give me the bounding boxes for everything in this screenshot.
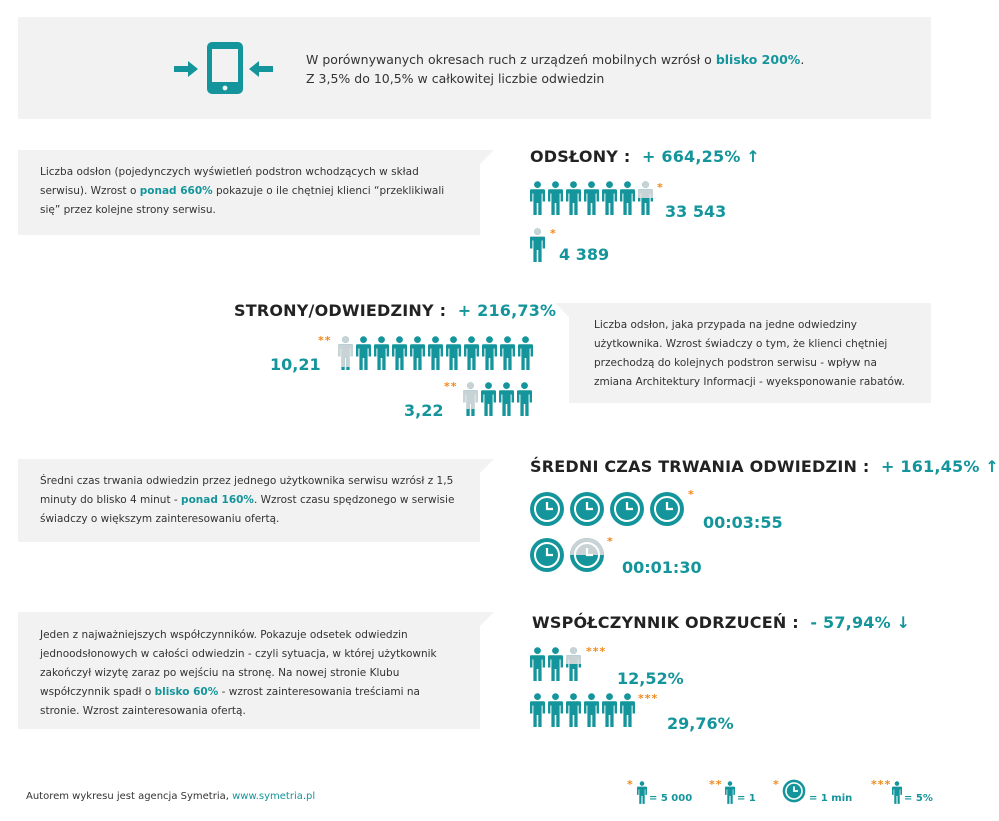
czas-description: Średni czas trwania odwiedzin przez jednego użytkownika serwisu wzrósł z 1,5 minuty do blisko 4 minut - ponad 160%. Wzrost czasu spędzonego w serwisie świadczy o większym zainteresowaniu ofertą. — [18, 459, 480, 542]
strony-new-figures — [338, 336, 533, 370]
clock-icon — [649, 491, 685, 527]
czas-old-value: 00:01:30 — [622, 558, 702, 577]
person-icon — [548, 181, 563, 215]
odrzucen-old-value: 29,76% — [667, 714, 734, 733]
symetria-link[interactable]: www.symetria.pl — [232, 791, 316, 802]
strony-new-marker: ** — [318, 334, 332, 347]
clock-icon — [529, 491, 565, 527]
legend-2-star: ** — [709, 778, 723, 791]
legend-2-text: = 1 — [737, 793, 756, 804]
czas-new-clocks — [529, 491, 685, 527]
person-icon — [620, 693, 635, 727]
person-icon — [602, 693, 617, 727]
odrzucen-new-figures — [530, 647, 581, 681]
legend-1-text: = 5 000 — [649, 793, 693, 804]
person-icon — [530, 181, 545, 215]
legend-3-star: * — [773, 778, 780, 791]
banner-text: W porównywanych okresach ruch z urządzeń mobilnych wzrósł o blisko 200%. Z 3,5% do 10,5% w całkowitej liczbie odwiedzin — [306, 52, 805, 86]
czas-new-marker: * — [688, 488, 695, 501]
person-icon — [566, 647, 581, 681]
strony-new-value: 10,21 — [270, 355, 321, 374]
person-icon — [566, 181, 581, 215]
strony-old-value: 3,22 — [404, 401, 444, 420]
person-icon — [530, 228, 545, 262]
legend-1-star: * — [627, 778, 634, 791]
odslony-new-value: 33 543 — [665, 202, 727, 221]
person-icon — [530, 647, 545, 681]
person-icon — [338, 336, 353, 370]
clock-icon — [569, 537, 605, 573]
czas-heading: ŚREDNI CZAS TRWANIA ODWIEDZIN : + 161,45% ↑ — [530, 457, 999, 476]
footer-author: Autorem wykresu jest agencja Symetria, www.symetria.pl — [26, 791, 316, 802]
odrzucen-new-value: 12,52% — [617, 669, 684, 688]
odslony-new-figures — [530, 181, 653, 215]
legend-4-text: = 5% — [904, 793, 933, 804]
clock-icon — [529, 537, 565, 573]
odrzucen-description: Jeden z najważniejszych współczynników. Pokazuje odsetek odwiedzin jednoodsłonowych w całości odwiedzin - czyli sytuacja, w której użytkownik zakończył wizytę zaraz po wejściu na stronę. Na nowej stronie Klubu współczynnik spadł o blisko 60% - wzrost zainteresowania treściami na stronie. Wzrost zainteresowania ofertą. — [18, 612, 480, 729]
legend-3-text: = 1 min — [809, 793, 853, 804]
odslony-old-figures — [530, 228, 545, 262]
person-icon — [482, 336, 497, 370]
person-icon — [481, 382, 496, 416]
czas-new-value: 00:03:55 — [703, 513, 783, 532]
strony-old-marker: ** — [444, 380, 458, 393]
person-icon — [892, 781, 902, 804]
person-icon — [499, 382, 514, 416]
person-icon — [356, 336, 371, 370]
person-icon — [446, 336, 461, 370]
odrzucen-old-figures — [530, 693, 635, 727]
person-icon — [517, 382, 532, 416]
clock-icon — [569, 491, 605, 527]
phone-icon — [207, 42, 243, 94]
person-icon — [584, 693, 599, 727]
person-icon — [638, 181, 653, 215]
odslony-description: Liczba odsłon (pojedynczych wyświetleń podstron wchodzących w skład serwisu). Wzrost o ponad 660% pokazuje o ile chętniej klienci “przeklikiwali się” przez kolejne strony serwisu. — [18, 150, 480, 235]
clock-icon — [609, 491, 645, 527]
person-icon — [392, 336, 407, 370]
odrzucen-new-marker: *** — [586, 645, 607, 658]
person-icon — [548, 693, 563, 727]
odslony-old-value: 4 389 — [559, 245, 610, 264]
odslony-new-marker: * — [657, 181, 664, 194]
person-icon — [602, 181, 617, 215]
odslony-old-marker: * — [550, 227, 557, 240]
odslony-heading: ODSŁONY : + 664,25% ↑ — [530, 147, 760, 166]
person-icon — [410, 336, 425, 370]
strony-heading: STRONY/ODWIEDZINY : + 216,73% — [234, 301, 557, 320]
person-icon — [500, 336, 515, 370]
person-icon — [428, 336, 443, 370]
person-icon — [620, 181, 635, 215]
clock-icon — [782, 779, 806, 803]
strony-old-figures — [463, 382, 532, 416]
person-icon — [725, 781, 735, 804]
czas-old-marker: * — [607, 535, 614, 548]
odrzucen-heading: WSPÓŁCZYNNIK ODRZUCEŃ : - 57,94% ↓ — [532, 613, 911, 632]
odrzucen-old-marker: *** — [638, 692, 659, 705]
person-icon — [584, 181, 599, 215]
czas-old-clocks — [529, 537, 605, 573]
person-icon — [518, 336, 533, 370]
arrow-right-icon — [174, 61, 198, 77]
person-icon — [530, 693, 545, 727]
person-icon — [566, 693, 581, 727]
strony-description: Liczba odsłon, jaka przypada na jedne odwiedziny użytkownika. Wzrost świadczy o tym, że klienci chętniej przechodzą do kolejnych podstron serwisu - wpływ na zmiana Architektury Informacji - wyeksponowanie rabatów. — [569, 303, 931, 403]
person-icon — [374, 336, 389, 370]
legend-4-star: *** — [871, 778, 892, 791]
person-icon — [463, 382, 478, 416]
arrow-left-icon — [249, 61, 273, 77]
person-icon — [464, 336, 479, 370]
person-icon — [637, 781, 647, 804]
person-icon — [548, 647, 563, 681]
